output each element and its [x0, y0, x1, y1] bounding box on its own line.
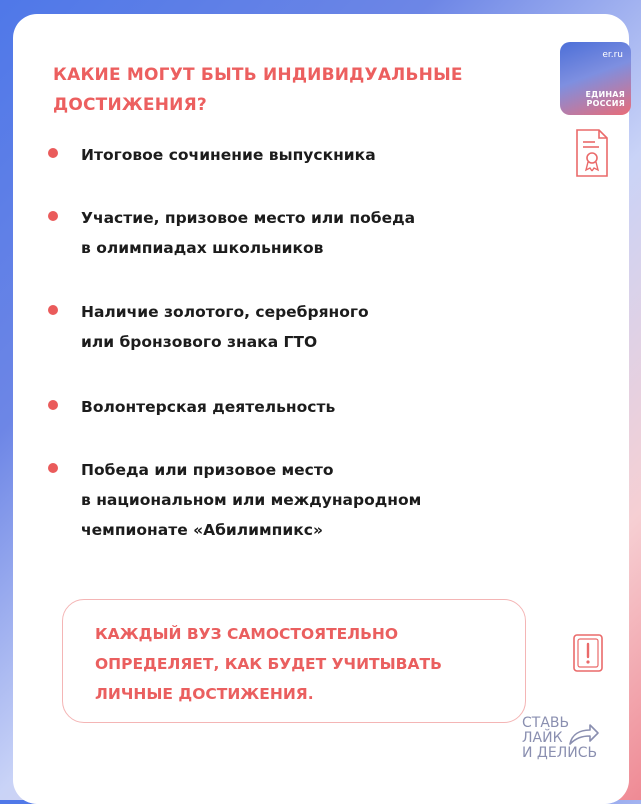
list-item-line: Победа или призовое место [81, 461, 334, 479]
list-item-line: в олимпиадах школьников [81, 239, 324, 257]
logo-url: er.ru [602, 50, 623, 60]
list-item-line: Волонтерская деятельность [81, 398, 336, 416]
callout-line: КАЖДЫЙ ВУЗ САМОСТОЯТЕЛЬНО [95, 625, 399, 643]
share-line: И ДЕЛИСЬ [522, 745, 598, 761]
list-item-line: в национальном или международном [81, 491, 422, 509]
bullet-icon [48, 305, 58, 315]
callout-line: ОПРЕДЕЛЯЕТ, КАК БУДЕТ УЧИТЫВАТЬ [95, 655, 442, 673]
bullet-icon [48, 148, 58, 158]
list-item-line: Наличие золотого, серебряного [81, 303, 369, 321]
list-item-line: Итоговое сочинение выпускника [81, 146, 376, 164]
share-line: ЛАЙК [522, 730, 563, 746]
share-line: СТАВЬ [522, 715, 570, 731]
logo-name-line1: ЕДИНАЯ [585, 90, 625, 99]
bullet-icon [48, 211, 58, 221]
callout-text [95, 619, 525, 709]
share-arrow-icon [568, 722, 600, 746]
page-title: КАКИЕ МОГУТ БЫТЬ ИНДИВИДУАЛЬНЫЕ ДОСТИЖЕНИЯ? [53, 65, 463, 115]
list-item-line: или бронзового знака ГТО [81, 333, 318, 351]
list-item-line: Участие, призовое место или победа [81, 209, 416, 227]
bullet-icon [48, 463, 58, 473]
brand-logo [560, 42, 631, 115]
callout-line: ЛИЧНЫЕ ДОСТИЖЕНИЯ. [95, 685, 314, 703]
logo-name-line2: РОССИЯ [586, 99, 625, 108]
list-item-line: чемпионате «Абилимпикс» [81, 521, 323, 539]
exclamation-icon [570, 633, 610, 673]
document-award-icon [573, 128, 611, 178]
bullet-icon [48, 400, 58, 410]
callout-box [62, 599, 526, 723]
